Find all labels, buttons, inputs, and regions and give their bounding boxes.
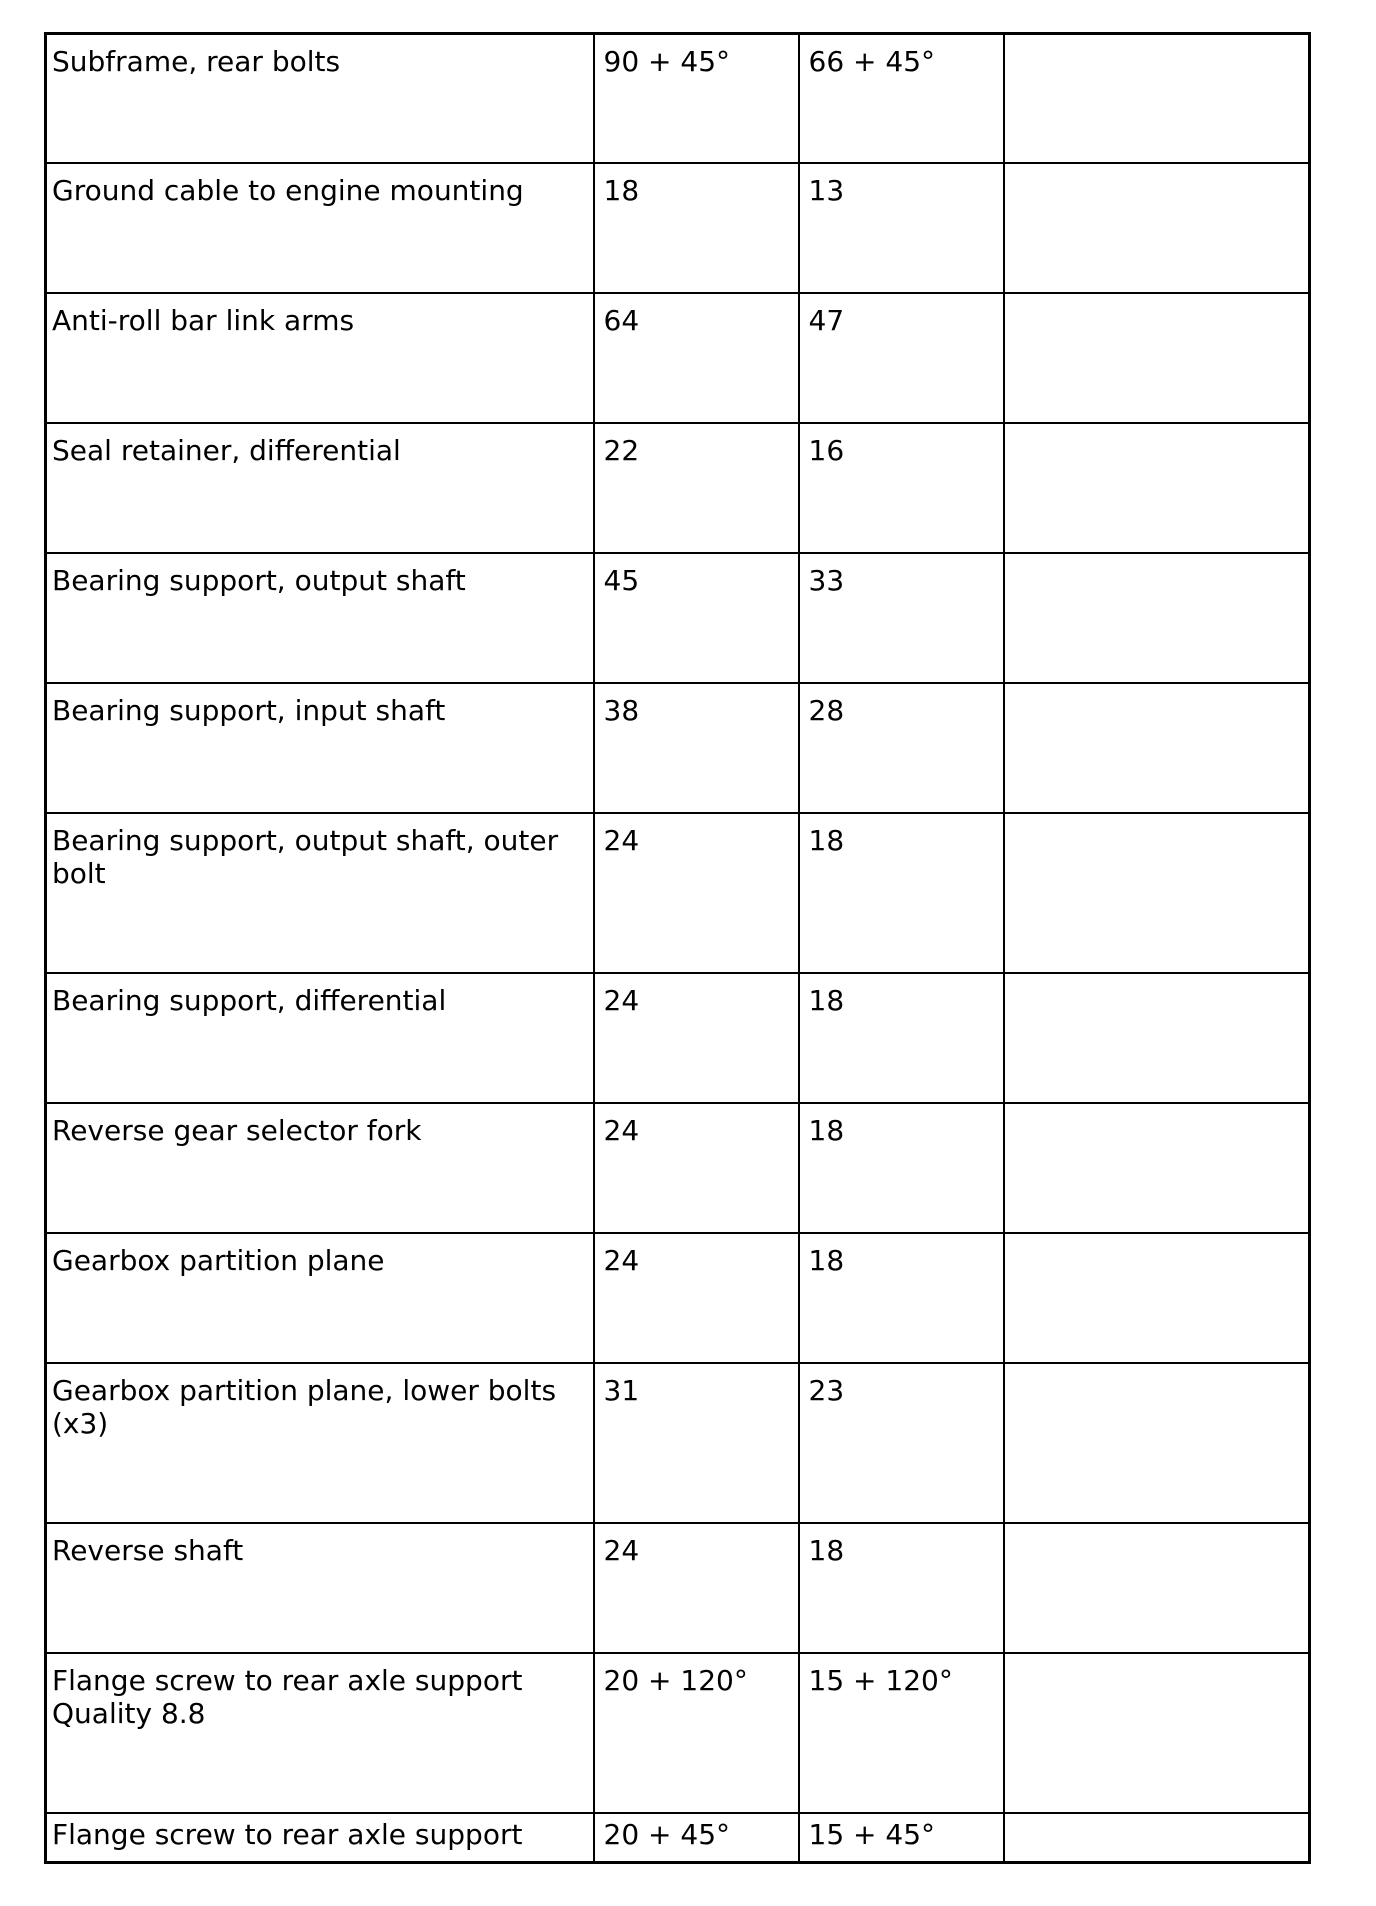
nm-cell: 38 (594, 683, 799, 813)
lbft-cell: 28 (799, 683, 1004, 813)
item-cell: Bearing support, output shaft, outer bolt (46, 813, 594, 973)
notes-cell (1004, 973, 1310, 1103)
table-row (46, 293, 1310, 423)
nm-cell: 20 + 120° (594, 1653, 799, 1813)
nm-cell: 90 + 45° (594, 34, 799, 163)
item-cell: Subframe, rear bolts (46, 34, 594, 163)
table-row (46, 163, 1310, 293)
lbft-cell: 18 (799, 973, 1004, 1103)
nm-cell: 31 (594, 1363, 799, 1523)
nm-cell: 18 (594, 163, 799, 293)
lbft-cell: 15 + 120° (799, 1653, 1004, 1813)
notes-cell (1004, 423, 1310, 553)
notes-cell (1004, 34, 1310, 163)
nm-cell: 24 (594, 1233, 799, 1363)
lbft-cell: 16 (799, 423, 1004, 553)
table-row (46, 1813, 1310, 1863)
lbft-cell: 18 (799, 1523, 1004, 1653)
table-row (46, 1653, 1310, 1813)
item-cell: Anti-roll bar link arms (46, 293, 594, 423)
torque-spec-table (44, 32, 1311, 1864)
item-cell: Reverse gear selector fork (46, 1103, 594, 1233)
notes-cell (1004, 1103, 1310, 1233)
lbft-cell: 33 (799, 553, 1004, 683)
nm-cell: 24 (594, 813, 799, 973)
notes-cell (1004, 293, 1310, 423)
item-cell: Seal retainer, differential (46, 423, 594, 553)
notes-cell (1004, 1813, 1310, 1863)
table-row (46, 34, 1310, 163)
table-row (46, 683, 1310, 813)
table-row (46, 1103, 1310, 1233)
item-cell: Gearbox partition plane (46, 1233, 594, 1363)
notes-cell (1004, 163, 1310, 293)
item-cell: Bearing support, differential (46, 973, 594, 1103)
table-row (46, 553, 1310, 683)
lbft-cell: 66 + 45° (799, 34, 1004, 163)
table-row (46, 973, 1310, 1103)
table-row (46, 1523, 1310, 1653)
notes-cell (1004, 1233, 1310, 1363)
nm-cell: 20 + 45° (594, 1813, 799, 1863)
lbft-cell: 18 (799, 813, 1004, 973)
notes-cell (1004, 683, 1310, 813)
item-cell: Flange screw to rear axle support Quality 8.8 (46, 1653, 594, 1813)
notes-cell (1004, 813, 1310, 973)
lbft-cell: 18 (799, 1233, 1004, 1363)
nm-cell: 45 (594, 553, 799, 683)
item-cell: Flange screw to rear axle support (46, 1813, 594, 1863)
notes-cell (1004, 1523, 1310, 1653)
lbft-cell: 47 (799, 293, 1004, 423)
notes-cell (1004, 1653, 1310, 1813)
nm-cell: 22 (594, 423, 799, 553)
notes-cell (1004, 553, 1310, 683)
item-cell: Bearing support, input shaft (46, 683, 594, 813)
nm-cell: 24 (594, 1103, 799, 1233)
nm-cell: 24 (594, 973, 799, 1103)
table-row (46, 1363, 1310, 1523)
nm-cell: 64 (594, 293, 799, 423)
item-cell: Bearing support, output shaft (46, 553, 594, 683)
table-row (46, 1233, 1310, 1363)
item-cell: Ground cable to engine mounting (46, 163, 594, 293)
table-row (46, 813, 1310, 973)
notes-cell (1004, 1363, 1310, 1523)
table-row (46, 423, 1310, 553)
item-cell: Reverse shaft (46, 1523, 594, 1653)
item-cell: Gearbox partition plane, lower bolts (x3) (46, 1363, 594, 1523)
lbft-cell: 23 (799, 1363, 1004, 1523)
lbft-cell: 13 (799, 163, 1004, 293)
nm-cell: 24 (594, 1523, 799, 1653)
lbft-cell: 15 + 45° (799, 1813, 1004, 1863)
lbft-cell: 18 (799, 1103, 1004, 1233)
